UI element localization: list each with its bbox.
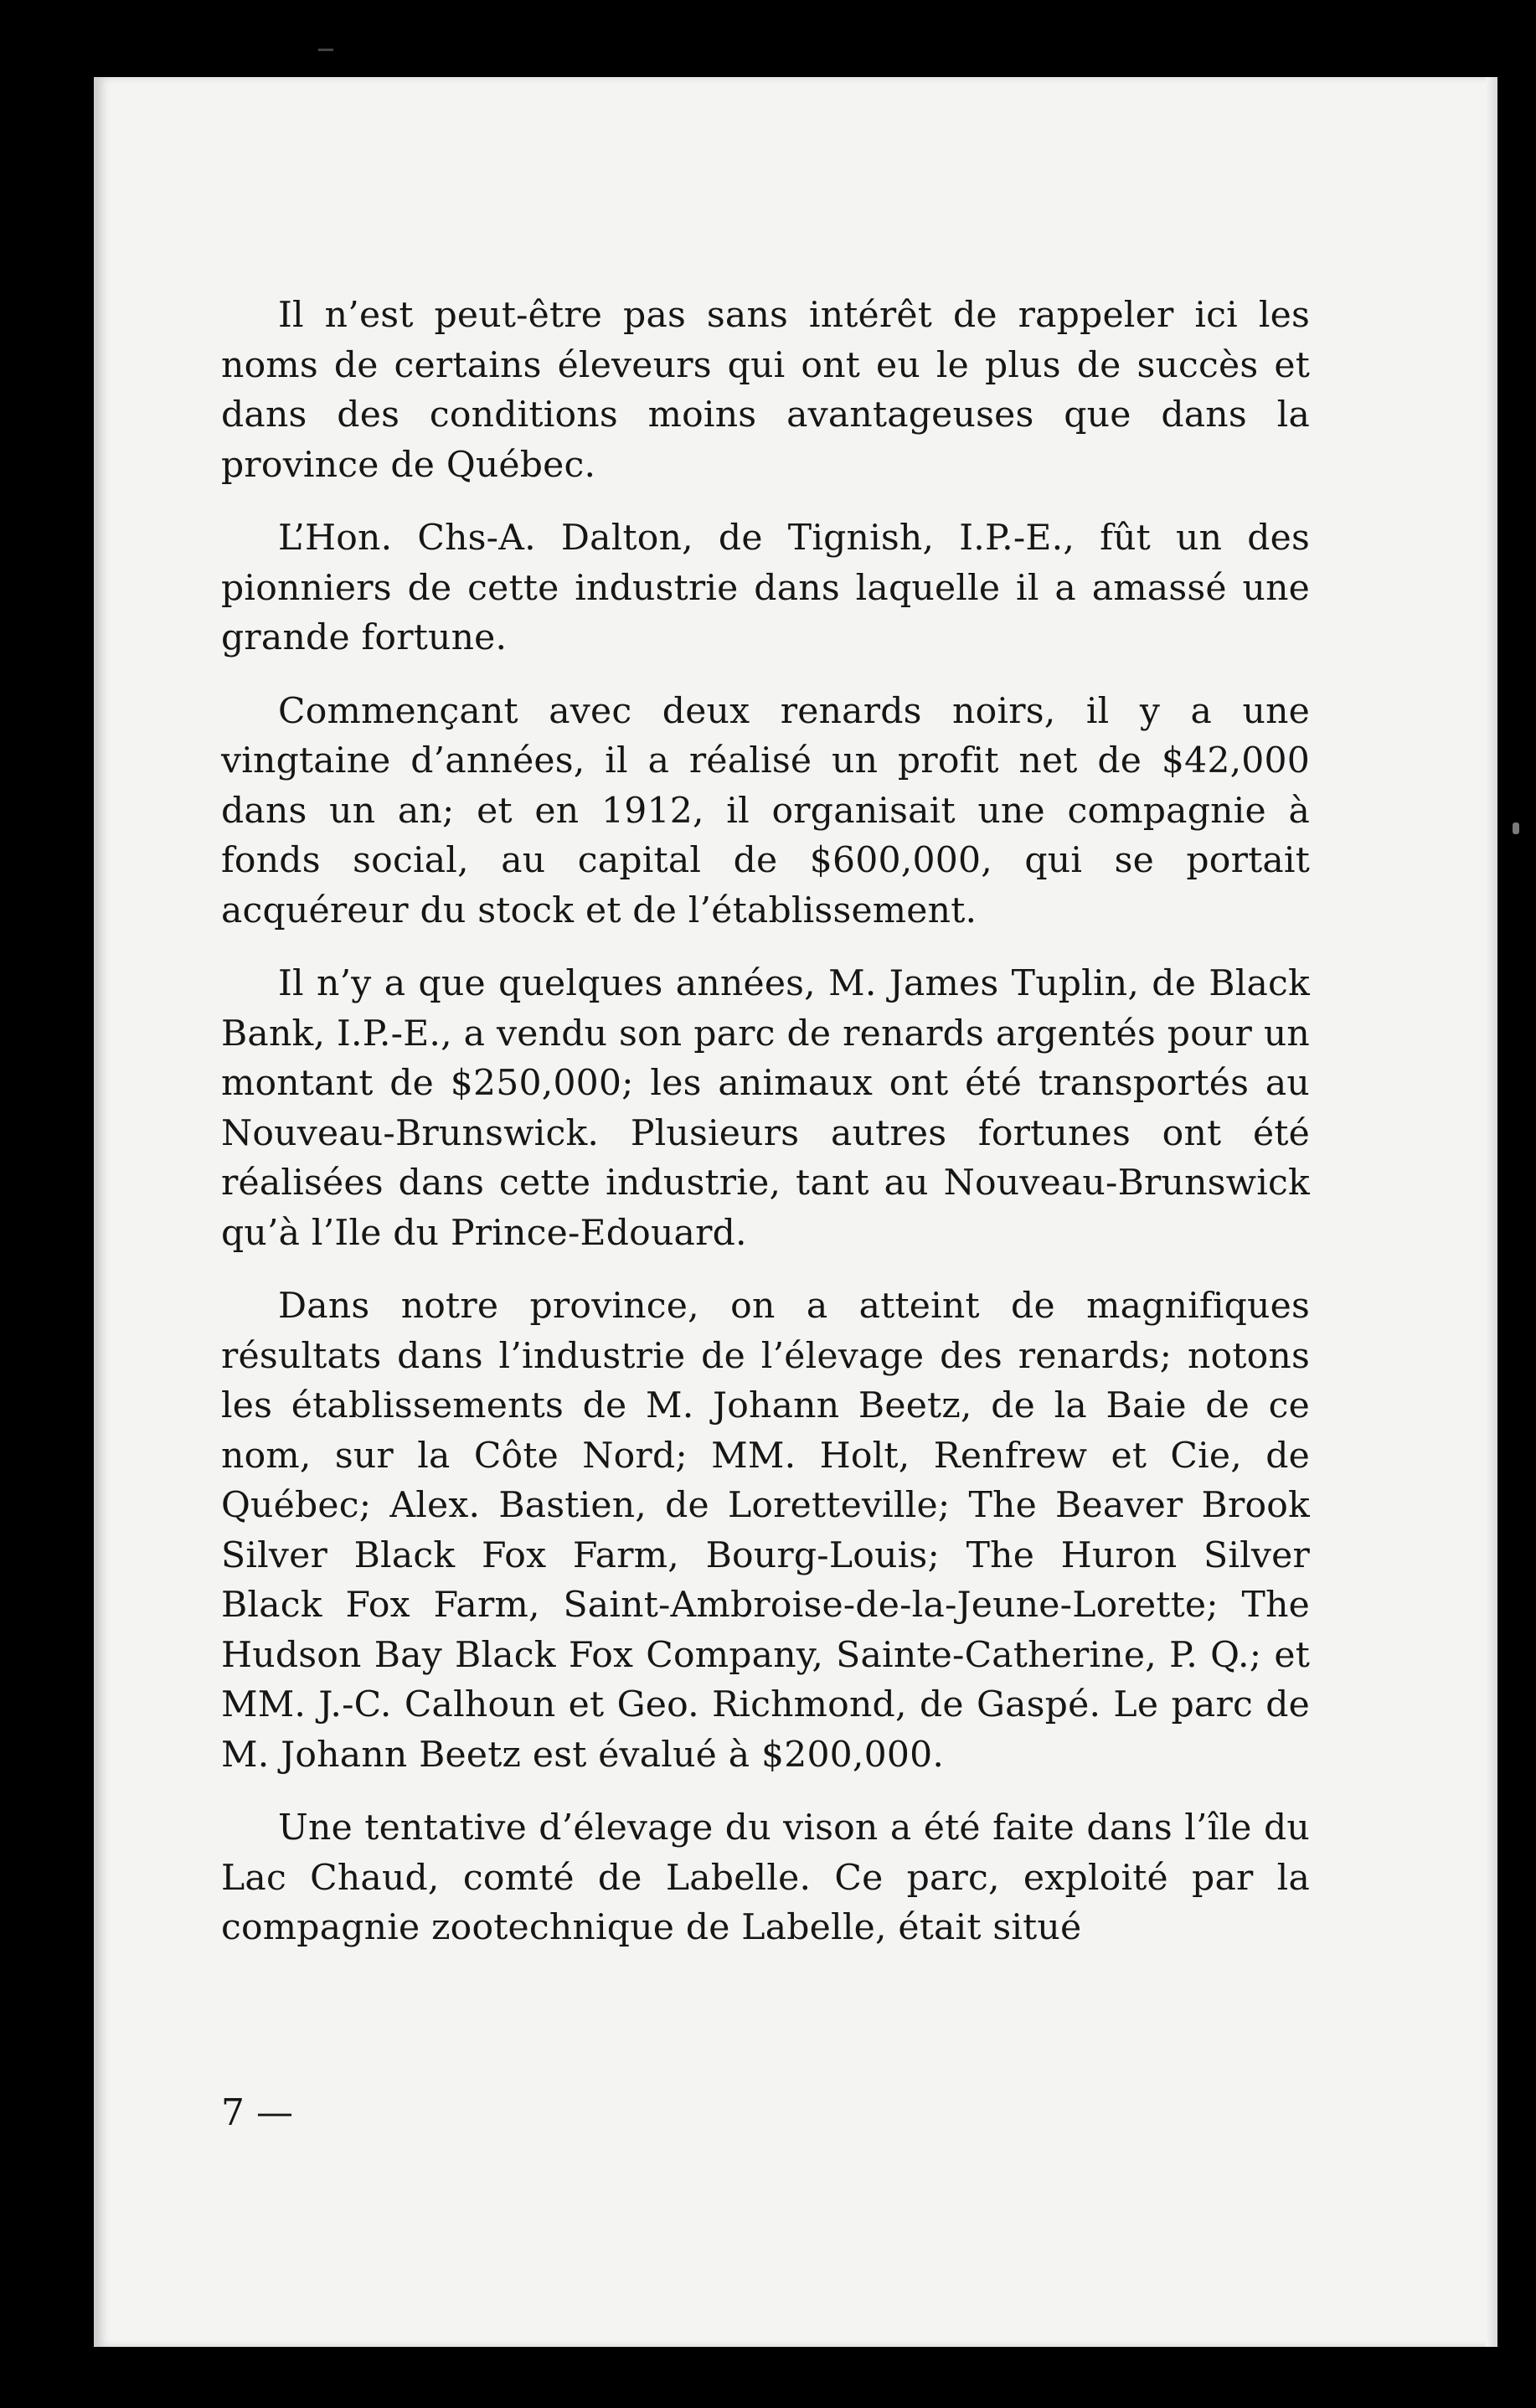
paragraph-6: Une tentative d’élevage du vison a été faite dans l’île du Lac Chaud, comté de Labelle. Ce parc, exploité par la compagnie zootechnique de Labelle, était situé <box>221 1807 1310 1948</box>
paragraph-5: Dans notre province, on a atteint de magnifiques résultats dans l’industrie de l’élevage des renards; notons les établissements de M. Johann Beetz, de la Baie de ce nom, sur la Côte Nord; MM. Holt, Renfrew et Cie, de Québec; Alex. Bastien, de Loretteville; The Beaver Brook Silver Black Fox Farm, Bourg-Louis; The Huron Silver Black Fox Farm, Saint-Ambroise-de-la-Jeune-Lorette; The Hudson Bay Black Fox Company, Sainte-Catherine, P. Q.; et MM. J.-C. Calhoun et Geo. Richmond, de Gaspé. Le parc de M. Johann Beetz est évalué à $200,000. <box>221 1286 1310 1776</box>
paragraph-4: Il n’y a que quelques années, M. James Tuplin, de Black Bank, I.P.-E., a vendu son parc de renards argentés pour un montant de $250,000; les animaux ont été transportés au Nouveau-Brunswick. Plusieurs autres fortunes ont été réalisées dans cette industrie, tant au Nouveau-Brunswick qu’à l’Ile du Prince-Edouard. <box>221 963 1310 1254</box>
page-number: 7 — <box>221 2091 293 2134</box>
paragraph-2: L’Hon. Chs-A. Dalton, de Tignish, I.P.-E., fût un des pionniers de cette industrie dans laquelle il a amassé une grande fortune. <box>221 518 1310 658</box>
scan-artifact-edge <box>1513 822 1519 834</box>
body-text <box>221 291 1310 1977</box>
book-page <box>94 77 1497 2347</box>
scan-artifact <box>318 49 333 51</box>
paragraph-1: Il n’est peut-être pas sans intérêt de rappeler ici les noms de certains éleveurs qui ont eu le plus de succès et dans des conditions moins avantageuses que dans la province de Québec. <box>221 295 1310 486</box>
paragraph-3: Commençant avec deux renards noirs, il y a une vingtaine d’années, il a réalisé un profit net de $42,000 dans un an; et en 1912, il organisait une compagnie à fonds social, au capital de $600,000, qui se portait acquéreur du stock et de l’établissement. <box>221 690 1310 931</box>
